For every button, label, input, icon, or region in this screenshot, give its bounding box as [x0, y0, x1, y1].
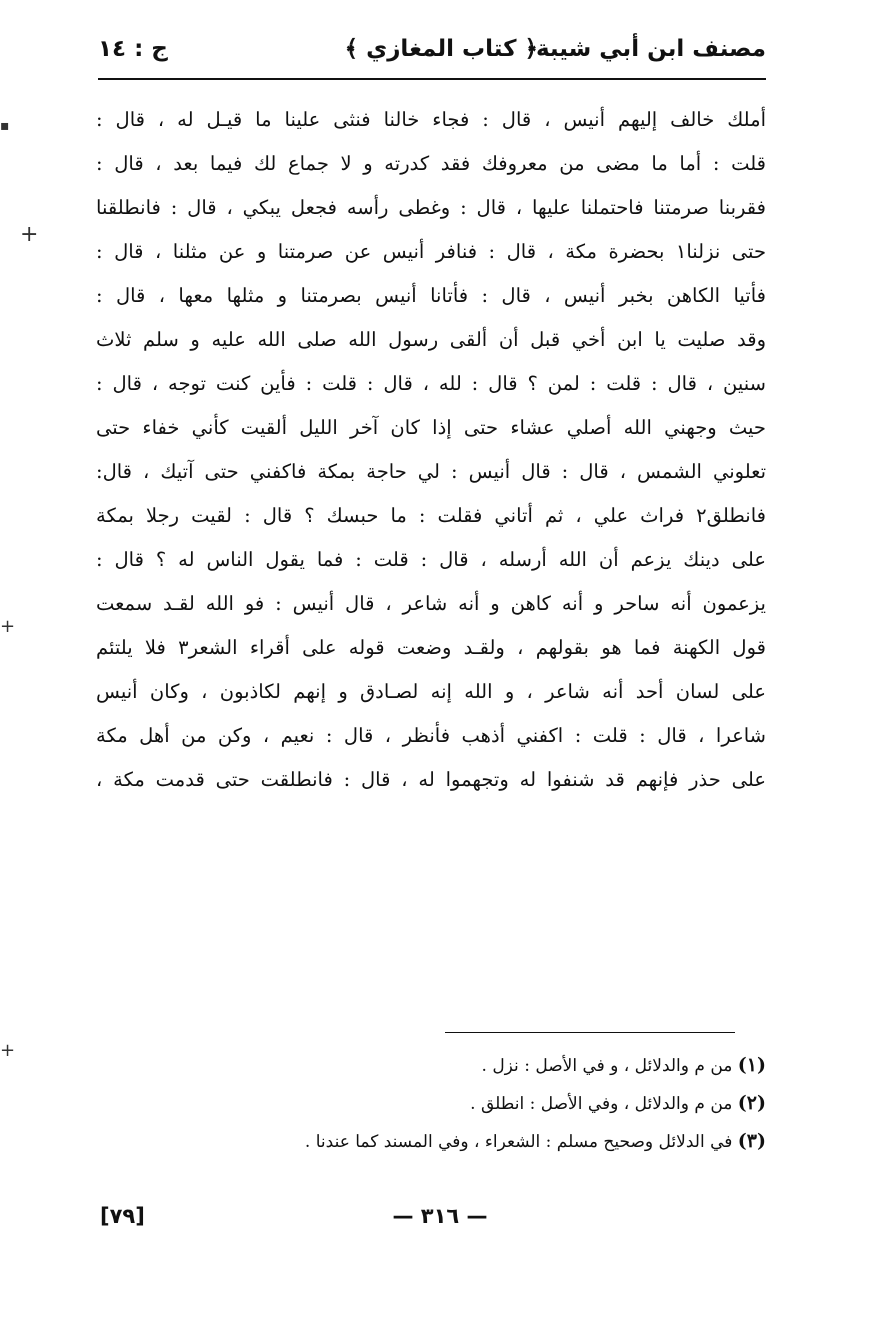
- page-number: — ٣١٦ —: [392, 1204, 488, 1228]
- body-text: [96, 98, 766, 802]
- footnote-text: في الدلائل وصحيح مسلم : الشعراء ، وفي المسند كما عندنا .: [304, 1132, 733, 1152]
- body-line: سنين ، قال : قلت : لمن ؟ قال : لله ، قال : قلت : فأين كنت توجه ، قال :: [96, 372, 766, 395]
- body-line: فقربنا صرمتنا فاحتملنا عليها ، قال : وغطى رأسه فجعل يبكي ، قال : فانطلقنا: [96, 196, 766, 219]
- header-rule: [98, 78, 766, 80]
- chapter-title: ﴿ كتاب المغازي ﴾: [344, 36, 538, 62]
- volume-number: ج : ١٤: [98, 36, 168, 62]
- page-header: [98, 30, 766, 76]
- footnote-number: (٣): [737, 1130, 766, 1152]
- margin-cross-mark: +: [20, 222, 39, 247]
- footnotes: [166, 1046, 766, 1160]
- body-line: على حذر فإنهم قد شنفوا له وتجهموا له ، قال : فانطلقت حتى قدمت مكة ،: [96, 768, 766, 791]
- body-line: يزعمون أنه ساحر و أنه كاهن و أنه شاعر ، قال أنيس : فو الله لقـد سمعت: [96, 592, 766, 615]
- bracket-number: [٧٩]: [100, 1204, 145, 1228]
- body-line: فأتيا الكاهن بخبر أنيس ، قال : فأتانا أنيس بصرمتنا و مثلها معها ، قال :: [96, 284, 766, 307]
- footnote-number: (١): [737, 1054, 766, 1076]
- body-line: وقد صليت يا ابن أخي قبل أن ألقى رسول الله صلى الله عليه و سلم ثلاث: [96, 328, 766, 351]
- body-line: حيث وجهني الله أصلي عشاء حتى إذا كان آخر الليل ألقيت كأني خفاء حتى: [96, 416, 766, 439]
- body-line: على دينك يزعم أن الله أرسله ، قال : قلت : فما يقول الناس له ؟ قال :: [96, 548, 766, 571]
- footnote-rule: [445, 1032, 735, 1033]
- margin-cross-mark: +: [0, 616, 16, 637]
- body-line: قلت : أما ما مضى من معروفك فقد كدرته و لا جماع لك فيما بعد ، قال :: [96, 152, 766, 175]
- footnote-text: من م والدلائل ، و في الأصل : نزل .: [481, 1056, 733, 1076]
- body-line: شاعرا ، قال : قلت : اكفني أذهب فأنظر ، قال : نعيم ، وكن من أهل مكة: [96, 724, 766, 747]
- book-title: مصنف ابن أبي شيبة: [535, 36, 766, 62]
- body-line: على لسان أحد أنه شاعر ، و الله إنه لصـادق و إنهم لكاذبون ، وكان أنيس: [96, 680, 766, 703]
- body-line: حتى نزلنا١ بحضرة مكة ، قال : فنافر أنيس عن صرمتنا و عن مثلنا ، قال :: [96, 240, 766, 263]
- page-footer: [100, 1204, 768, 1238]
- footnote-text: من م والدلائل ، وفي الأصل : انطلق .: [470, 1094, 733, 1114]
- footnote: [166, 1122, 766, 1160]
- margin-cross-mark: +: [0, 1040, 16, 1061]
- footnote: [166, 1084, 766, 1122]
- body-line: قول الكهنة فما هو بقولهم ، ولقـد وضعت قوله على أقراء الشعر٣ فلا يلتئم: [96, 636, 766, 659]
- body-line: تعلوني الشمس ، قال : قال أنيس : لي حاجة بمكة فاكفني حتى آتيك ، قال:: [96, 460, 766, 483]
- body-line: أملك خالف إليهم أنيس ، قال : فجاء خالنا فنثى علينا ما قيـل له ، قال :: [96, 108, 766, 131]
- body-line: فانطلق٢ فراث علي ، ثم أتاني فقلت : ما حبسك ؟ قال : لقيت رجلا بمكة: [96, 504, 766, 527]
- footnote-number: (٢): [737, 1092, 766, 1114]
- footnote: [166, 1046, 766, 1084]
- margin-dot-mark: ▪: [0, 118, 10, 134]
